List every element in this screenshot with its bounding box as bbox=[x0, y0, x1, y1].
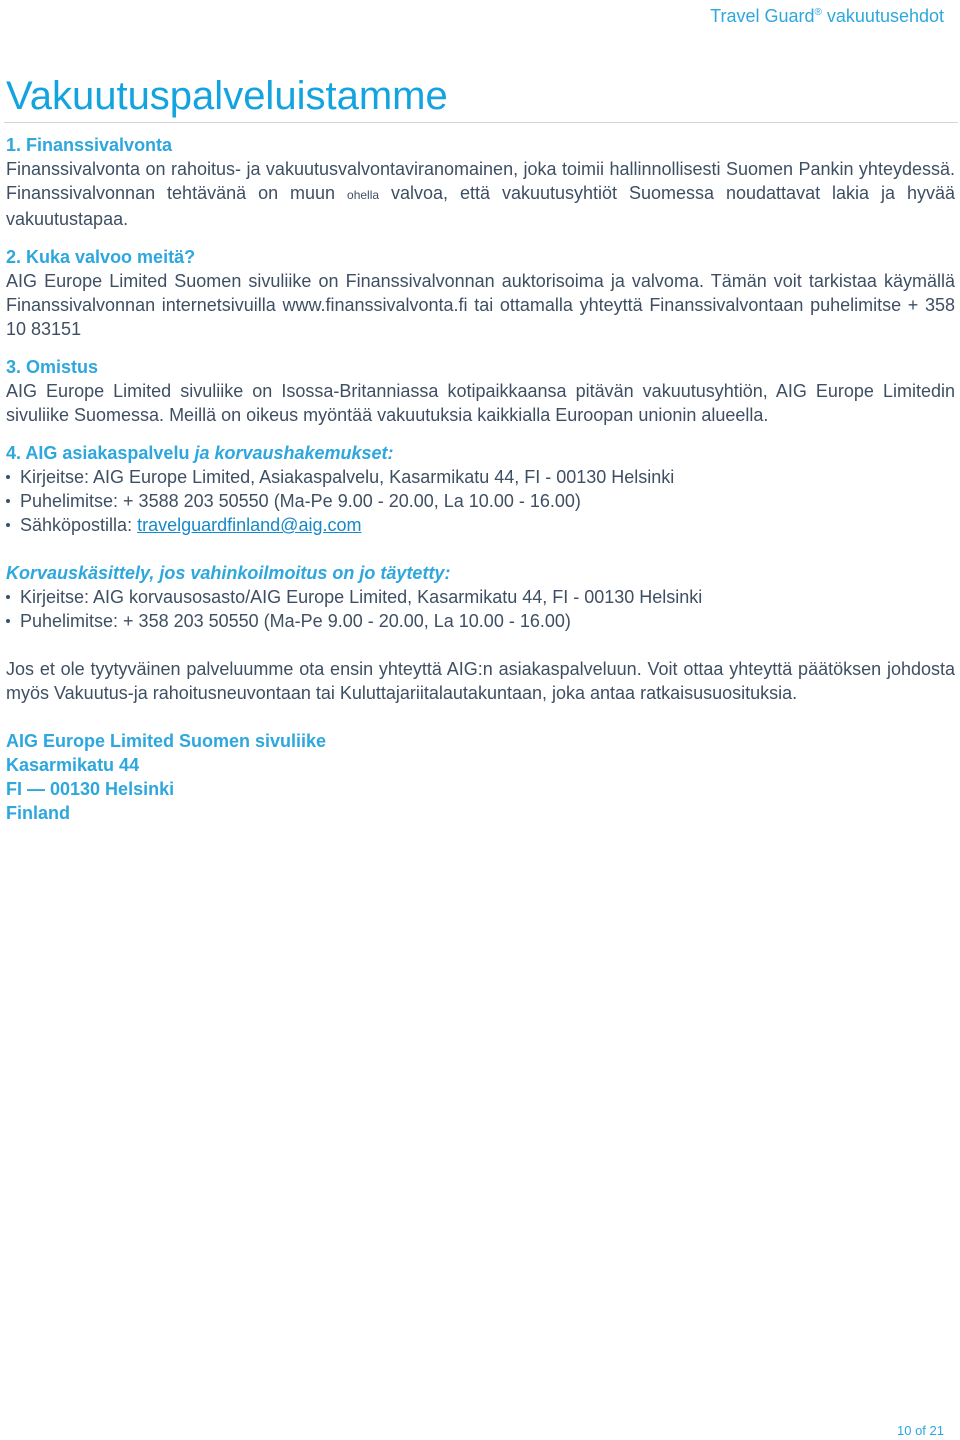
header-doc-name: vakuutusehdot bbox=[826, 6, 944, 26]
running-header bbox=[710, 6, 944, 27]
bullet-icon bbox=[6, 619, 10, 623]
list-item bbox=[6, 465, 955, 489]
page-title: Vakuutuspalveluistamme bbox=[6, 74, 448, 118]
email-link[interactable]: travelguardfinland@aig.com bbox=[137, 515, 362, 535]
address-line: FI — 00130 Helsinki bbox=[6, 779, 175, 799]
section1-text-a: Finanssivalvonta on rahoitus- ja vakuutusvalvontaviranomainen, joka toimii hallinnollisesti Suomen Pankin yhteydessä. Finanssivalvonnan tehtävänä on muun bbox=[6, 159, 955, 203]
section3-text: AIG Europe Limited sivuliike on Isossa-Britanniassa kotipaikkaansa pitävän vakuutusyhtiön, AIG Europe Limitedin sivuliike Suomessa. Meillä on oikeus myöntää vakuutuksia kaikkialla Euroopan unionin alueella. bbox=[6, 381, 955, 425]
claims-list bbox=[6, 585, 955, 633]
claims-heading: Korvauskäsittely, jos vahinkoilmoitus on jo täytetty: bbox=[6, 563, 451, 583]
document-content bbox=[6, 133, 955, 825]
section2-heading: 2. Kuka valvoo meitä? bbox=[6, 247, 196, 267]
header-brand: Travel Guard bbox=[710, 6, 815, 26]
address-line: Finland bbox=[6, 803, 70, 823]
list-item bbox=[6, 585, 955, 609]
section3-heading: 3. Omistus bbox=[6, 357, 99, 377]
section1-text bbox=[6, 157, 955, 231]
section1-heading: 1. Finanssivalvonta bbox=[6, 135, 173, 155]
list-item-text: Kirjeitse: AIG Europe Limited, Asiakaspalvelu, Kasarmikatu 44, FI - 00130 Helsinki bbox=[20, 467, 675, 487]
customer-service-list bbox=[6, 465, 955, 537]
list-item-text: Kirjeitse: AIG korvausosasto/AIG Europe Limited, Kasarmikatu 44, FI - 00130 Helsinki bbox=[20, 587, 703, 607]
list-item-text: Puhelimitse: + 358 203 50550 (Ma-Pe 9.00 - 20.00, La 10.00 - 16.00) bbox=[20, 611, 571, 631]
address-block bbox=[6, 729, 955, 825]
section1-text-small: ohella bbox=[347, 188, 380, 202]
bullet-icon bbox=[6, 475, 10, 479]
section4-heading-plain: 4. AIG asiakaspalvelu bbox=[6, 443, 195, 463]
list-item-text: Puhelimitse: + 3588 203 50550 (Ma-Pe 9.00 - 20.00, La 10.00 - 16.00) bbox=[20, 491, 581, 511]
registered-mark: ® bbox=[814, 7, 822, 18]
section2-text: AIG Europe Limited Suomen sivuliike on Finanssivalvonnan auktorisoima ja valvoma. Tämän voit tarkistaa käymällä Finanssivalvonnan internetsivuilla www.finanssivalvonta.fi tai ottamalla yhteyttä Finanssivalvontaan puhelimitse + 358 10 83151 bbox=[6, 271, 955, 339]
section4-heading-italic: ja korvaushakemukset: bbox=[194, 443, 394, 463]
bullet-icon bbox=[6, 595, 10, 599]
page-number: 10 of 21 bbox=[897, 1423, 944, 1438]
address-line: Kasarmikatu 44 bbox=[6, 755, 140, 775]
section1-text-b: valvoa, että vakuutusyhtiöt Suomessa noudattavat lakia ja hyvää vakuutustapaa. bbox=[6, 183, 955, 229]
email-label: Sähköpostilla: bbox=[20, 515, 138, 535]
list-item bbox=[6, 513, 955, 537]
section4-heading bbox=[6, 441, 955, 465]
list-item bbox=[6, 609, 955, 633]
bullet-icon bbox=[6, 523, 10, 527]
complaint-text: Jos et ole tyytyväinen palveluumme ota ensin yhteyttä AIG:n asiakaspalveluun. Voit ottaa yhteyttä päätöksen johdosta myös Vakuutus-ja rahoitusneuvontaan tai Kuluttajariitalautakuntaan, joka antaa ratkaisusuosituksia. bbox=[6, 659, 955, 703]
bullet-icon bbox=[6, 499, 10, 503]
list-item bbox=[6, 489, 955, 513]
address-line: AIG Europe Limited Suomen sivuliike bbox=[6, 731, 327, 751]
title-divider bbox=[4, 122, 958, 123]
